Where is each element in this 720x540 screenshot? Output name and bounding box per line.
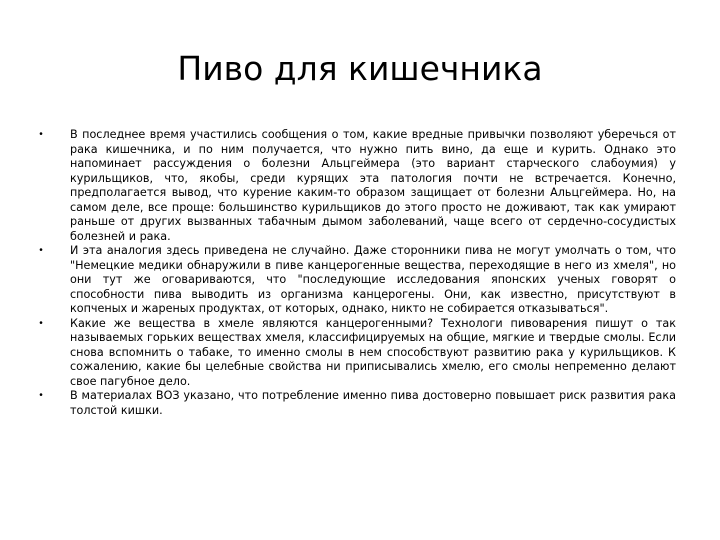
bullet-icon: • — [39, 390, 43, 401]
bullet-icon: • — [39, 245, 43, 256]
bullet-icon: • — [39, 317, 43, 329]
bullet-item-4 — [36, 389, 676, 418]
bullet-icon: • — [39, 129, 43, 140]
bullet-item-2 — [36, 244, 676, 317]
slide-title: Пиво для кишечника — [177, 49, 543, 88]
bullet-list — [36, 128, 676, 418]
bullet-item-3 — [36, 317, 676, 390]
bullet-text: В материалах ВОЗ указано, что потребление именно пива достоверно повышает риск развития рака толстой кишки. — [70, 389, 676, 417]
bullet-text: И эта аналогия здесь приведена не случайно. Даже сторонники пива не могут умолчать о том, что "Немецкие медики обнаружили в пиве канцерогенные вещества, переходящие в него из хмеля", но они тут же оговариваются, что "последующие исследования японских ученых говорят о способности пива выводить из организма канцерогены. Они, как известно, присутствуют в копченых и жареных продуктах, от которых, однако, никто не собирается отказываться". — [70, 244, 676, 315]
bullet-item-1 — [36, 128, 676, 244]
bullet-text: Какие же вещества в хмеле являются канцерогенными? Технологи пивоварения пишут о так называемых горьких веществах хмеля, классифицируемых на общие, мягкие и твердые смолы. Если снова вспомнить о табаке, то именно смолы в нем способствуют развитию рака у курильщиков. К сожалению, какие бы целебные свойства ни приписывались хмелю, его смолы непременно делают свое пагубное дело. — [70, 316, 676, 388]
bullet-text: В последнее время участились сообщения о том, какие вредные привычки позволяют уберечься от рака кишечника, и по ним получается, что нужно пить вино, да еще и курить. Однако это напоминает рассуждения о болезни Альцгеймера (это вариант старческого слабоумия) у курильщиков, что, якобы, среди курящих эта патология почти не встречается. Конечно, предполагается вывод, что курение каким-то образом защищает от болезни Альцгеймера. Но, на самом деле, все проще: большинство курильщиков до этого просто не доживают, так как умирают раньше от других вызванных табачным дымом заболеваний, чаще всего от сердечно-сосудистых болезней и рака. — [70, 128, 676, 243]
